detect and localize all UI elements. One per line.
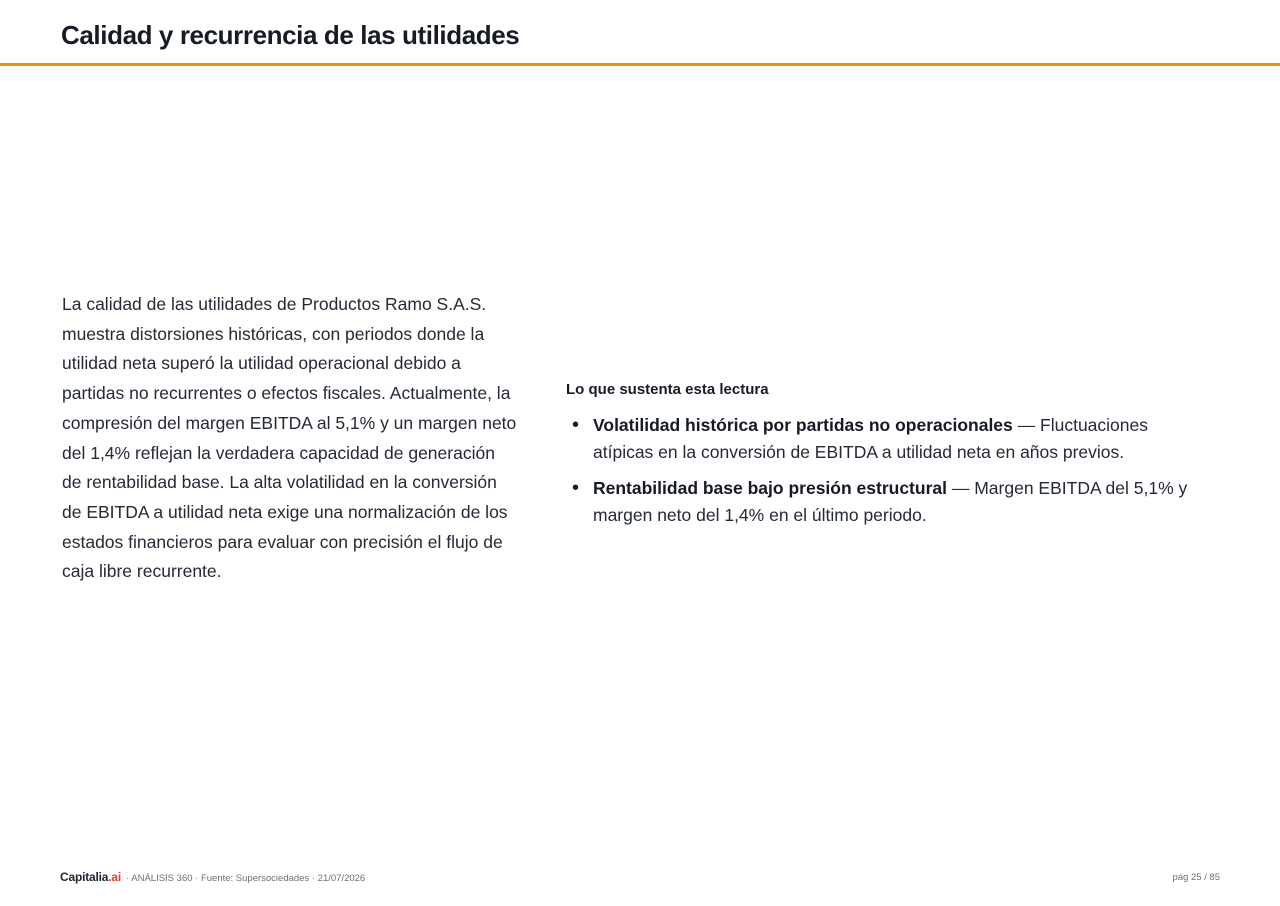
support-item xyxy=(566,412,1206,466)
support-item xyxy=(566,475,1206,529)
page-footer xyxy=(60,868,1220,888)
summary-paragraph: La calidad de las utilidades de Productos Ramo S.A.S. muestra distorsiones históricas, con periodos donde la utilidad neta superó la utilidad operacional debido a partidas no recurrentes o efectos fiscales. Actualmente, la compresión del margen EBITDA al 5,1% y un margen neto del 1,4% reflejan la verdadera capacidad de generación de rentabilidad base. La alta volatilidad en la conversión de EBITDA a utilidad neta exige una normalización de los estados financieros para evaluar con precisión el flujo de caja libre recurrente. xyxy=(62,294,517,582)
support-item-detail: Fluctuaciones atípicas en la conversión de EBITDA a utilidad neta en años previos. xyxy=(593,415,1148,462)
support-item-separator: — xyxy=(1012,415,1041,435)
support-item-detail: Margen EBITDA del 5,1% y margen neto del 1,4% en el último periodo. xyxy=(593,478,1188,525)
page-title: Calidad y recurrencia de las utilidades xyxy=(61,20,520,50)
support-item-separator: — xyxy=(946,478,975,498)
support-item-title: Rentabilidad base bajo presión estructural xyxy=(593,478,947,498)
brand-name: Capitalia xyxy=(60,870,109,884)
footer-source xyxy=(60,870,365,884)
page-number: pág 25 / 85 xyxy=(1172,872,1220,883)
brand-suffix: .ai xyxy=(108,870,121,884)
support-section xyxy=(566,380,1206,538)
footer-metadata: · ANÁLISIS 360 · Fuente: Supersociedades · 21/07/2026 xyxy=(125,873,366,884)
page-header xyxy=(0,0,1280,66)
support-heading: Lo que sustenta esta lectura xyxy=(566,381,769,398)
support-list xyxy=(566,412,1206,529)
support-item-title: Volatilidad histórica por partidas no operacionales xyxy=(593,415,1013,435)
brand-logo xyxy=(60,870,121,884)
